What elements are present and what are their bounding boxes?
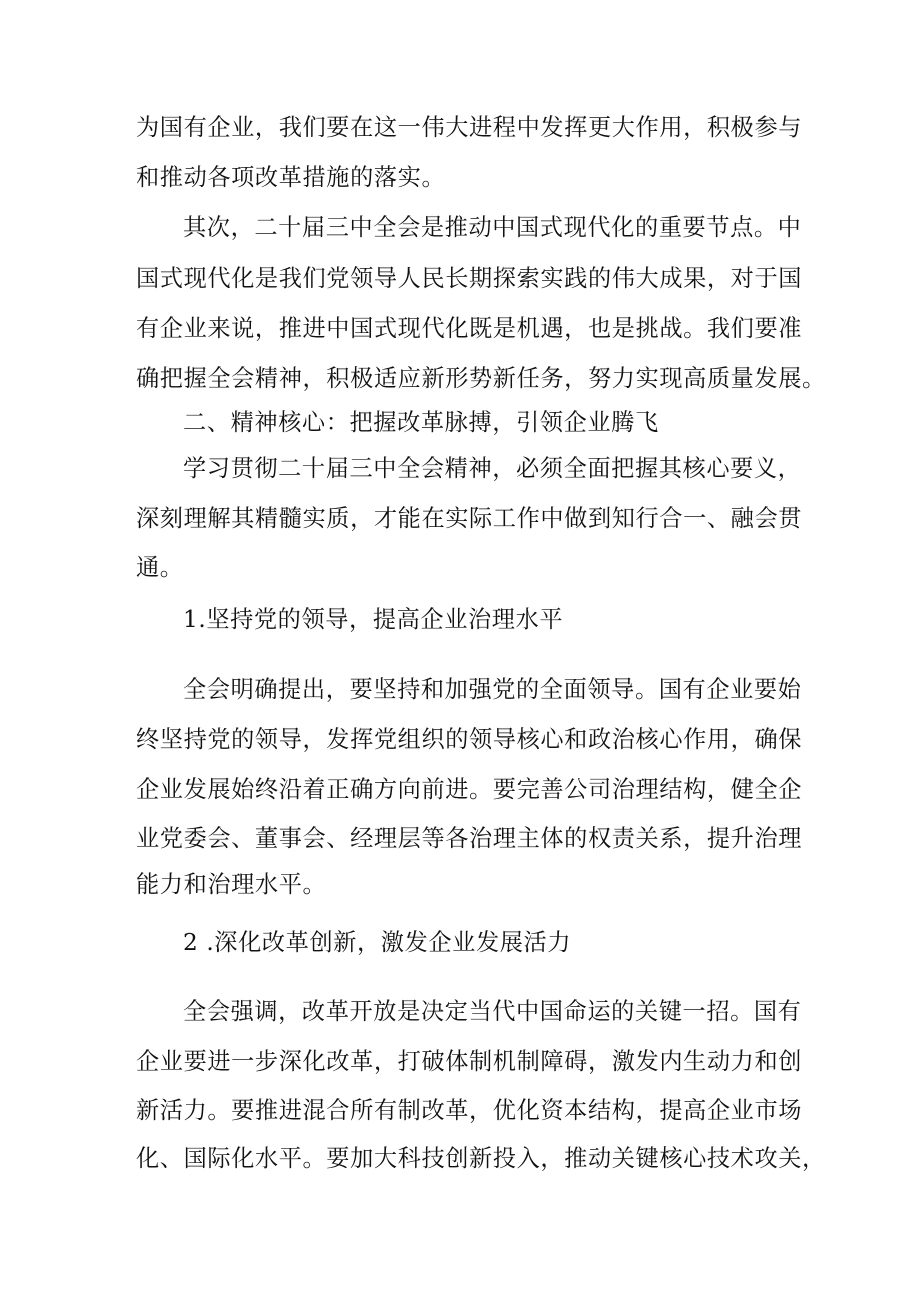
paragraph-line: 其次，二十届三中全会是推动中国式现代化的重要节点。中 xyxy=(183,214,802,241)
paragraph-line: 企业发展始终沿着正确方向前进。要完善公司治理结构，健全企 xyxy=(136,776,803,803)
paragraph-line: 为国有企业，我们要在这一伟大进程中发挥更大作用，积极参与 xyxy=(136,114,803,141)
paragraph-line: 和推动各项改革措施的落实。 xyxy=(136,164,446,191)
paragraph-line: 全会明确提出，要坚持和加强党的全面领导。国有企业要始 xyxy=(183,676,802,703)
paragraph-line: 终坚持党的领导，发挥党组织的领导核心和政治核心作用，确保 xyxy=(136,726,803,753)
paragraph-line: 有企业来说，推进中国式现代化既是机遇，也是挑战。我们要准 xyxy=(136,315,803,342)
paragraph-line: 能力和治理水平。 xyxy=(136,871,327,898)
paragraph-line: 国式现代化是我们党领导人民长期探索实践的伟大成果，对于国 xyxy=(136,265,803,292)
paragraph-line: 新活力。要推进混合所有制改革，优化资本结构，提高企业市场 xyxy=(136,1097,803,1124)
subsection-heading: 1.坚持党的领导，提高企业治理水平 xyxy=(183,606,564,633)
paragraph-line: 确把握全会精神，积极适应新形势新任务，努力实现高质量发展。 xyxy=(136,365,826,392)
paragraph-line: 通。 xyxy=(136,554,184,581)
section-heading: 二、精神核心：把握改革脉搏，引领企业腾飞 xyxy=(183,409,659,436)
paragraph-line: 学习贯彻二十届三中全会精神，必须全面把握其核心要义， xyxy=(183,455,802,482)
subsection-heading: 2 .深化改革创新，激发企业发展活力 xyxy=(183,929,572,956)
paragraph-line: 化、国际化水平。要加大科技创新投入，推动关键核心技术攻关， xyxy=(136,1145,826,1172)
paragraph-line: 业党委会、董事会、经理层等各治理主体的权责关系，提升治理 xyxy=(136,825,803,852)
paragraph-line: 企业要进一步深化改革，打破体制机制障碍，激发内生动力和创 xyxy=(136,1048,803,1075)
paragraph-line: 全会强调，改革开放是决定当代中国命运的关键一招。国有 xyxy=(183,998,802,1025)
paragraph-line: 深刻理解其精髓实质，才能在实际工作中做到知行合一、融会贯 xyxy=(136,505,803,532)
